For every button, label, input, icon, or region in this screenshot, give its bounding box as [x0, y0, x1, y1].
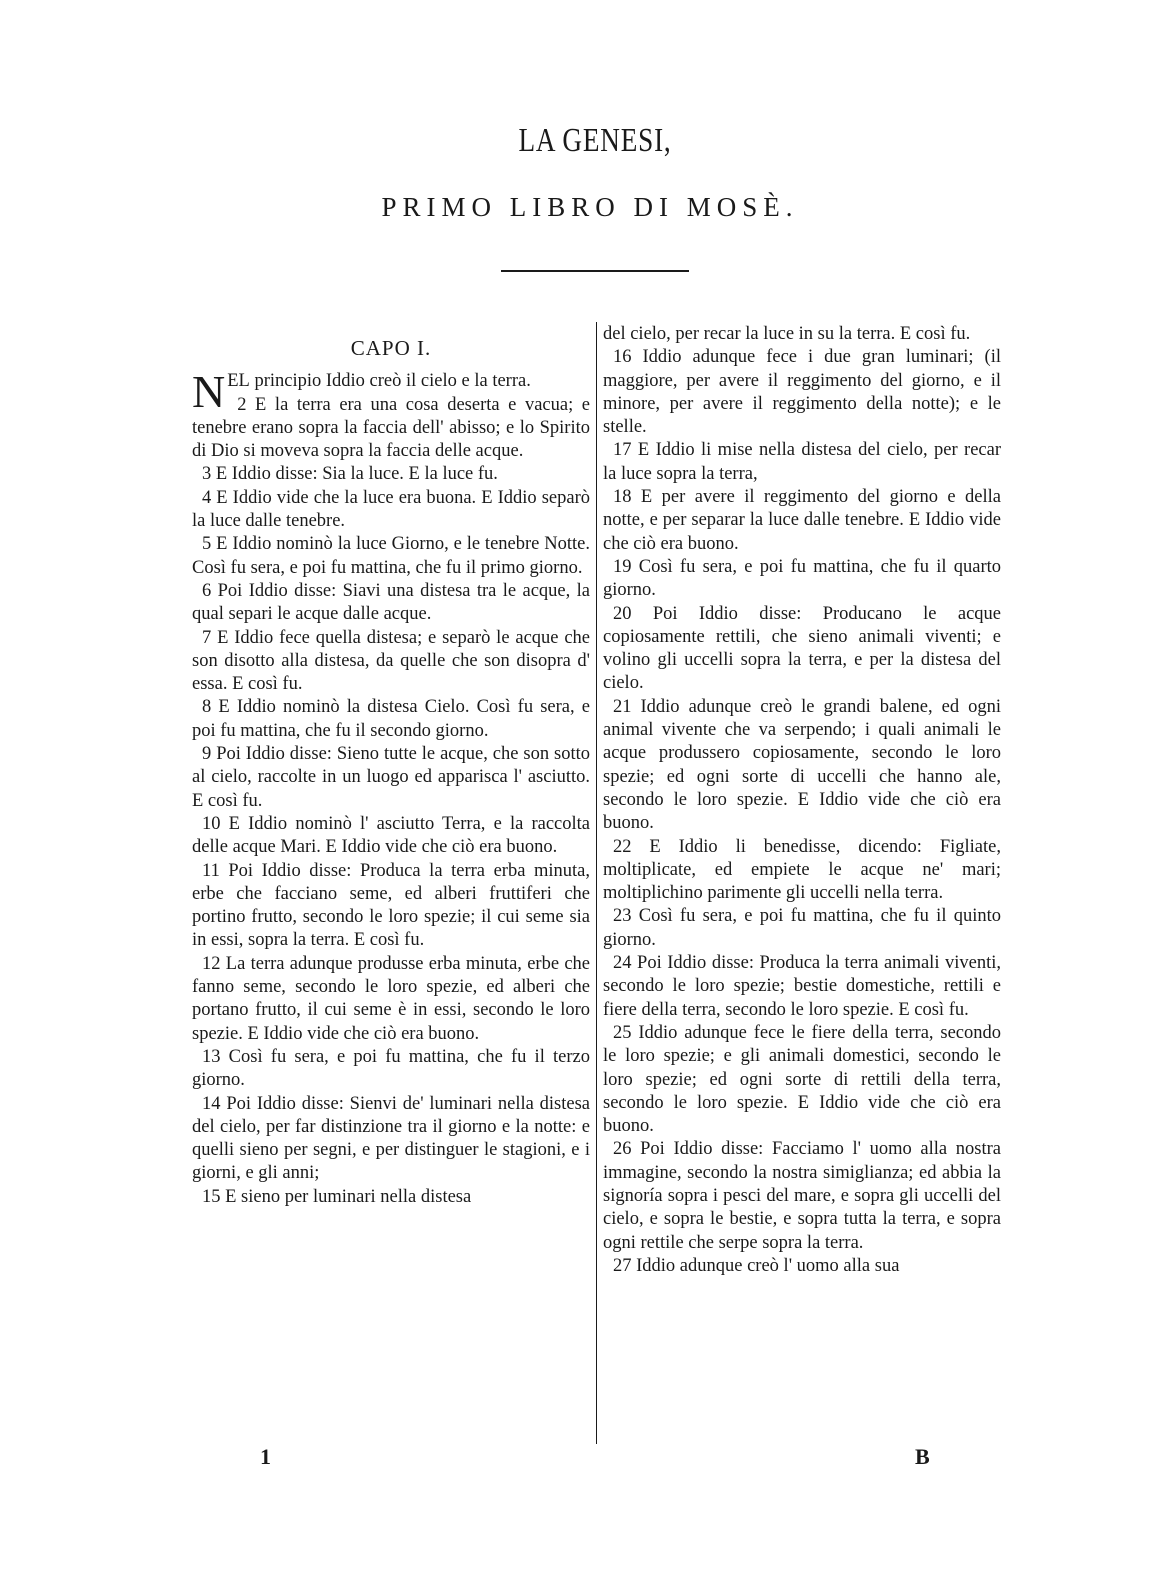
verse-1-smallcaps: EL — [227, 371, 250, 392]
book-subtitle: PRIMO LIBRO DI MOSÈ. — [381, 192, 799, 222]
left-column — [192, 323, 590, 1209]
verse: 25 Iddio adunque fece le fiere della terra, secondo le loro spezie; e gli animali domestici, secondo le loro spezie; ed ogni sorte di rettili della terra, secondo le loro spezie. E Iddio vide che ciò era buono. — [603, 1022, 1001, 1137]
page-title: LA GENESI, — [518, 122, 672, 159]
verse: 14 Poi Iddio disse: Sienvi de' luminari nella distesa del cielo, per far distinzione tra il giorno e la notte: e quelli sieno per segni, e per distinguer le stagioni, e i giorni, e gli anni; — [192, 1093, 590, 1184]
signature-mark: B — [915, 1444, 930, 1469]
verse: 6 Poi Iddio disse: Siavi una distesa tra le acque, la qual separi le acque dalle acque. — [192, 580, 590, 625]
verse-1 — [192, 366, 590, 418]
verse: 5 E Iddio nominò la luce Giorno, e le tenebre Notte. Così fu sera, e poi fu mattina, che fu il primo giorno. — [192, 534, 590, 578]
verse: 16 Iddio adunque fece i due gran luminari; (il maggiore, per avere il reggimento del giorno, e il minore, per avere il reggimento della notte); e le stelle. — [603, 347, 1001, 438]
verse: 10 E Iddio nominò l' asciutto Terra, e la raccolta delle acque Mari. E Iddio vide che ciò era buono. — [192, 813, 590, 858]
verse: 20 Poi Iddio disse: Producano le acque copiosamente rettili, che sieno animali viventi; e volino gli uccelli sopra la terra, e per la distesa del cielo. — [603, 603, 1001, 694]
verse: 18 E per avere il reggimento del giorno e della notte, e per separar la luce dalle tenebre. E Iddio vide che ciò era buono. — [603, 487, 1001, 554]
verse: 11 Poi Iddio disse: Produca la terra erba minuta, erbe che facciano seme, ed alberi fruttiferi che portino frutto, secondo le loro spezie; il cui seme sia in essi, sopra la terra. E così fu. — [192, 860, 590, 951]
chapter-heading: CAPO I. — [350, 336, 432, 360]
verse: 2 E la terra era una cosa deserta e vacua; e tenebre erano sopra la faccia dell' abisso; e lo Spirito di Dio si moveva sopra la faccia delle acque. — [192, 394, 590, 462]
verse: 23 Così fu sera, e poi fu mattina, che fu il quinto giorno. — [603, 906, 1001, 950]
verse: 24 Poi Iddio disse: Produca la terra animali viventi, secondo le loro spezie; bestie domestiche, rettili e fiere della terra, secondo le loro spezie. E così fu. — [603, 953, 1001, 1020]
title-rule — [501, 270, 689, 272]
verse: 13 Così fu sera, e poi fu mattina, che fu il terzo giorno. — [192, 1046, 590, 1091]
verse: 27 Iddio adunque creò l' uomo alla sua — [613, 1255, 900, 1276]
verse: 22 E Iddio li benedisse, dicendo: Figliate, moltiplicate, ed empiete le acque ne' mari; moltiplichino parimente gli uccelli nella terra. — [603, 836, 1001, 904]
verse: 26 Poi Iddio disse: Facciamo l' uomo alla nostra immagine, secondo la nostra simiglianza; ed abbia la signoría sopra i pesci del mare, e sopra gli uccelli del cielo, e sopra le bestie, e sopra tutta la terra, e sopra ogni rettile che serpe sopra la terra. — [603, 1139, 1001, 1253]
right-column — [603, 323, 1001, 1278]
verse: 15 E sieno per luminari nella distesa — [202, 1186, 472, 1207]
verse-continuation: del cielo, per recar la luce in su la terra. E così fu. — [603, 324, 971, 344]
verse: 8 E Iddio nominò la distesa Cielo. Così fu sera, e poi fu mattina, che fu il secondo giorno. — [192, 697, 590, 741]
verse: 17 E Iddio li mise nella distesa del cielo, per recar la luce sopra la terra, — [603, 440, 1001, 484]
page-number: 1 — [260, 1444, 271, 1469]
verse: 3 E Iddio disse: Sia la luce. E la luce fu. — [202, 464, 498, 485]
column-divider — [596, 322, 597, 1444]
drop-cap: N — [192, 366, 226, 418]
verse-1-text: principio Iddio creò il cielo e la terra. — [249, 371, 531, 392]
verse: 7 E Iddio fece quella distesa; e separò le acque che son disotto alla distesa, da quelle che son disopra d' essa. E così fu. — [192, 627, 590, 695]
verse: 4 E Iddio vide che la luce era buona. E Iddio separò la luce dalle tenebre. — [192, 487, 590, 532]
verse: 21 Iddio adunque creò le grandi balene, ed ogni animal vivente che va serpendo; i quali animali le acque produssero copiosamente, secondo le loro spezie; ed ogni sorte di uccelli che hanno ale, secondo le loro spezie. E Iddio vide che ciò era buono. — [603, 696, 1001, 834]
verse: 9 Poi Iddio disse: Sieno tutte le acque, che son sotto al cielo, raccolte in un luogo ed apparisca l' asciutto. E così fu. — [192, 744, 590, 811]
verse: 19 Così fu sera, e poi fu mattina, che fu il quarto giorno. — [603, 556, 1001, 601]
verse: 12 La terra adunque produsse erba minuta, erbe che fanno seme, secondo le loro spezie, ed alberi che portano frutto, il cui seme è in essi, secondo le loro spezie. E Iddio vide che ciò era buono. — [192, 953, 590, 1044]
